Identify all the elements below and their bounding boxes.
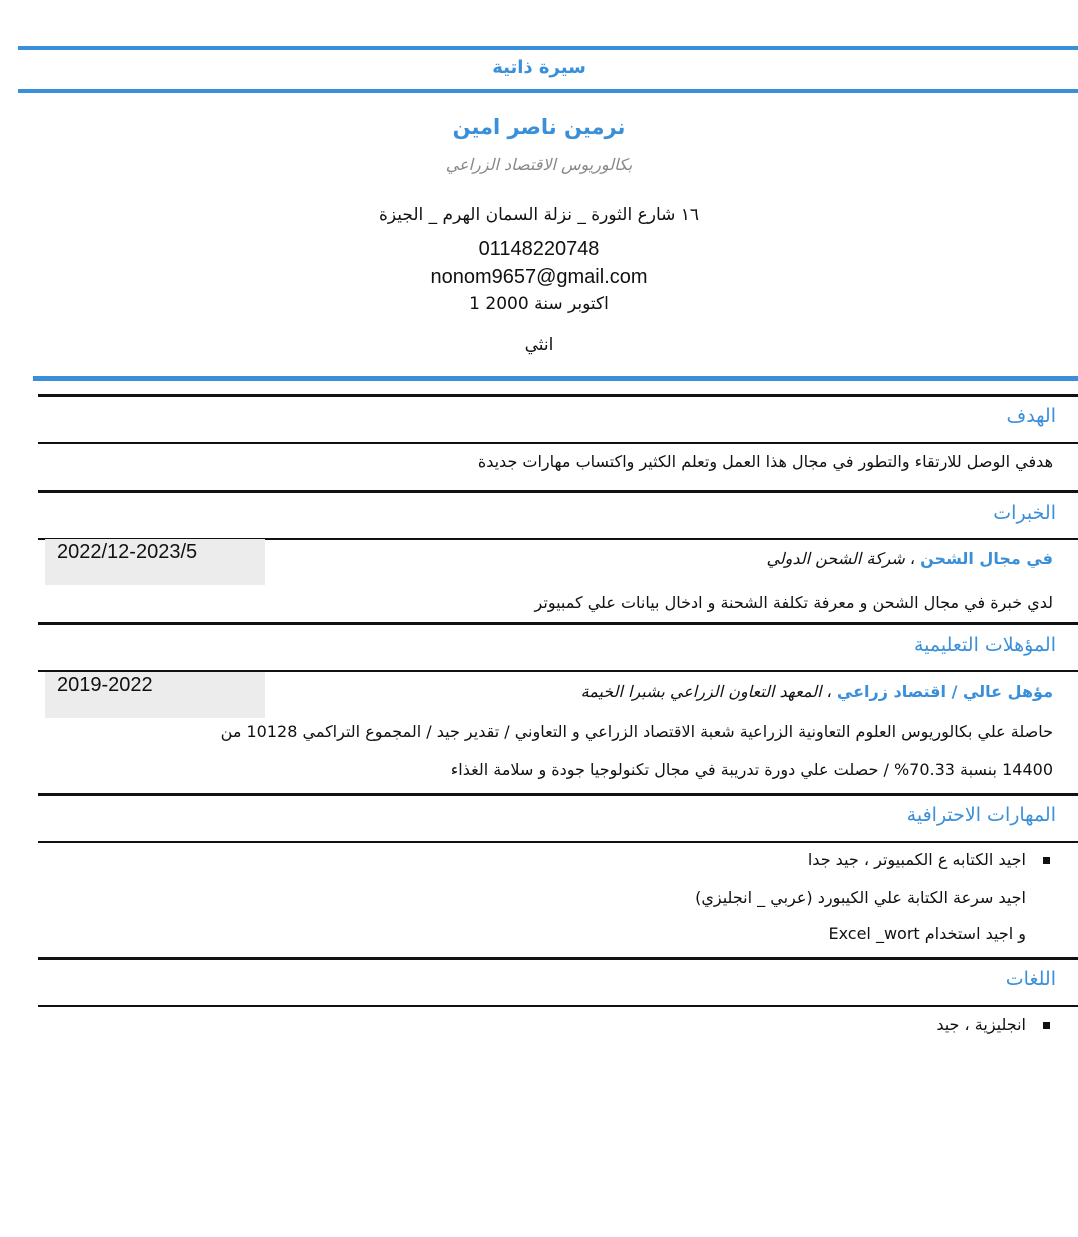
education-date-box [45,672,265,718]
document-title: سيرة ذاتية [492,57,586,78]
section-divider [38,793,1078,796]
experience-separator: ، [904,549,921,568]
section-divider [38,957,1078,960]
education-role: مؤهل عالي / اقتصاد زراعي [836,682,1053,701]
education-heading: المؤهلات التعليمية [913,634,1056,656]
experience-role: في مجال الشحن [920,549,1053,568]
experience-description: لدي خبرة في مجال الشحن و معرفة تكلفة الشحنة و ادخال بيانات علي كمبيوتر [534,593,1053,612]
education-description-line-2: 14400 بنسبة 70.33% / حصلت علي دورة تدريبة في مجال تكنولوجيا جودة و سلامة الغذاء [450,760,1053,779]
education-org: المعهد التعاون الزراعي بشبرا الخيمة [580,682,822,701]
skill-item: اجيد سرعة الكتابة علي الكيبورد (عربي _ انجليزي) [695,888,1026,907]
address: ١٦ شارع الثورة _ نزلة السمان الهرم _ الجيزة [378,205,700,225]
experience-dates: 2022/12-2023/5 [57,541,198,563]
birth-date: 1 اكتوبر سنة 2000 [469,294,609,314]
section-divider [38,1005,1078,1007]
experience-heading: الخبرات [993,502,1056,524]
languages-heading: اللغات [1005,968,1056,990]
objective-heading: الهدف [1006,405,1056,427]
header-bottom-bar [33,376,1078,381]
education-description-line-1: حاصلة علي بكالوريوس العلوم التعاونية الزراعية شعبة الاقتصاد الزراعي و التعاوني / تقدير جيد / المجموع التراكمي 10128 من [220,722,1053,741]
education-entry-title [581,682,1053,701]
section-divider [38,490,1078,493]
experience-date-box [45,539,265,585]
language-item: انجليزية ، جيد [936,1015,1026,1034]
top-accent-bar [18,46,1078,50]
experience-entry-title [766,549,1053,568]
section-divider [38,841,1078,843]
skill-item: اجيد الكتابه ع الكمبيوتر ، جيد جدا [807,850,1026,869]
title-accent-bar [18,89,1078,93]
education-dates: 2019-2022 [57,674,153,696]
person-name: نرمين ناصر امين [452,115,626,139]
bullet-icon [1043,857,1050,864]
experience-org: شركة الشحن الدولي [766,549,905,568]
skills-heading: المهارات الاحترافية [906,804,1056,826]
education-separator: ، [821,682,837,701]
objective-text: هدفي الوصل للارتقاء والتطور في مجال هذا العمل وتعلم الكثير واكتساب مهارات جديدة [477,452,1053,471]
bullet-icon [1043,1022,1050,1029]
section-divider [38,394,1078,397]
section-divider [38,622,1078,625]
gender: انثي [524,335,554,355]
phone-number: 01148220748 [478,238,600,260]
email-address: nonom9657@gmail.com [430,266,648,288]
skill-item: و اجيد استخدام Excel _wort [828,924,1026,943]
section-divider [38,442,1078,444]
degree-subtitle: بكالوريوس الاقتصاد الزراعي [445,155,633,174]
